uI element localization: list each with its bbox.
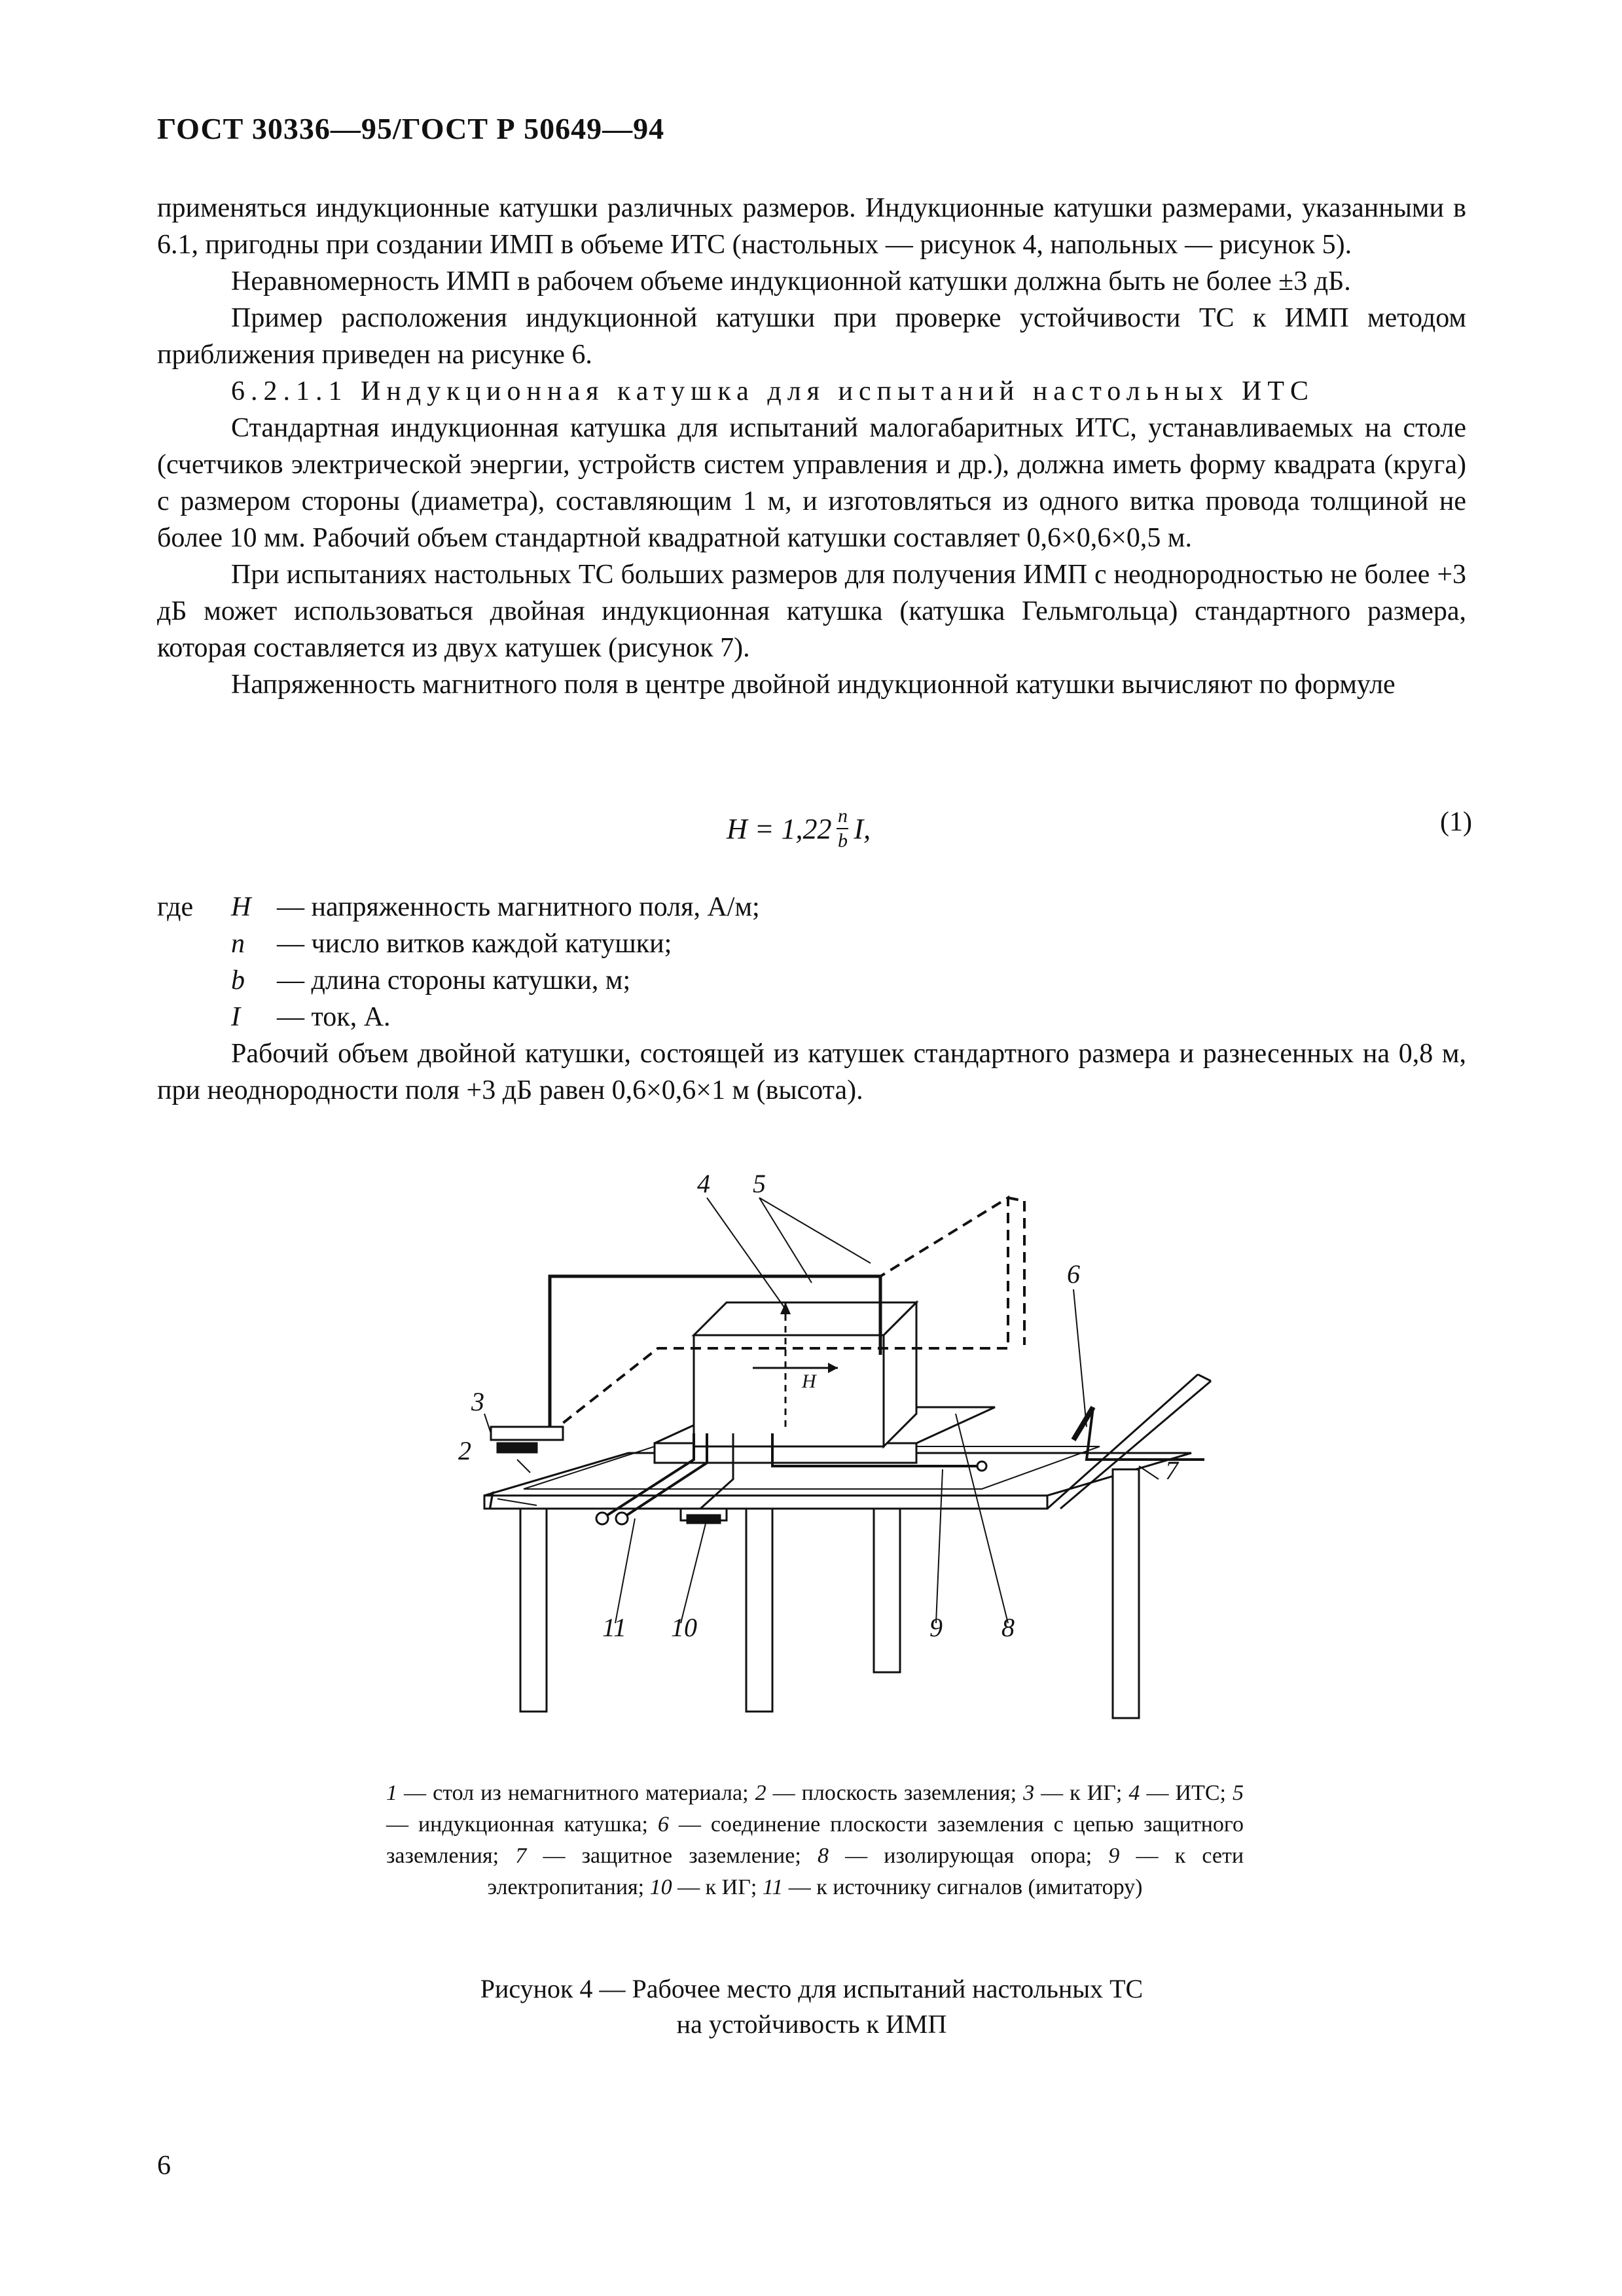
- formula-denominator: b: [837, 830, 848, 852]
- caption-text: — к ИГ;: [677, 1875, 757, 1899]
- caption-text: — плоскость заземления;: [772, 1781, 1017, 1805]
- callout-10: 10: [671, 1613, 697, 1642]
- callout-7: 7: [1165, 1456, 1178, 1485]
- callout-5: 5: [753, 1169, 766, 1198]
- formula: [727, 806, 871, 851]
- caption-num: 6: [657, 1812, 669, 1837]
- callout-3: 3: [471, 1387, 484, 1416]
- callout-9: 9: [929, 1613, 943, 1642]
- table-front-edge: [484, 1496, 1047, 1509]
- table-leg: [520, 1509, 547, 1712]
- paragraph: При испытаниях настольных ТС больших размеров для получения ИМП с неоднородностью не более +3 дБ может использоваться двойная индукционная катушка (катушка Гельмгольца) стандартного размера, которая составляется из двух катушек (рисунок 7).: [157, 560, 1466, 663]
- document-header: ГОСТ 30336—95/ГОСТ Р 50649—94: [157, 112, 665, 145]
- page-number: 6: [157, 2151, 171, 2181]
- paragraph: Стандартная индукционная катушка для испытаний малогабаритных ИТС, устанавливаемых на столе (счетчиков электрической энергии, устройств систем управления и др.), должна иметь форму квадрата (круга) с размером стороны (диаметра), составляющим 1 м, и изготовляться из одного витка провода толщиной не более 10 мм. Рабочий объем стандартной квадратной катушки составляет 0,6×0,6×0,5 м.: [157, 413, 1466, 553]
- legend-description: — число витков каждой катушки;: [277, 929, 672, 959]
- legend-description: — напряженность магнитного поля, А/м;: [277, 892, 760, 922]
- paragraph: Неравномерность ИМП в рабочем объеме индукционной катушки должна быть не более ±3 дБ.: [231, 266, 1351, 296]
- callout-8: 8: [1001, 1613, 1015, 1642]
- caption-text: — изолирующая опора;: [845, 1844, 1092, 1868]
- legend-symbol: b: [231, 965, 245, 996]
- callout-1: 1: [484, 1485, 497, 1515]
- formula-numerator: n: [837, 805, 848, 827]
- paragraph: Напряженность магнитного поля в центре двойной индукционной катушки вычисляют по формуле: [231, 670, 1396, 700]
- table-leg: [874, 1509, 900, 1672]
- callout-11: 11: [602, 1613, 627, 1642]
- legend-description: — длина стороны катушки, м;: [277, 965, 631, 996]
- legend-symbol: n: [231, 929, 245, 959]
- table-leg: [746, 1509, 772, 1712]
- paragraph: Пример расположения индукционной катушки при проверке устойчивости ТС к ИМП методом приближения приведен на рисунке 6.: [157, 303, 1466, 370]
- caption-text: — индукционная катушка;: [386, 1812, 648, 1837]
- caption-text: — к источнику сигналов (имитатору): [788, 1875, 1143, 1899]
- callout-2: 2: [458, 1436, 471, 1465]
- test-setup-drawing: [445, 1152, 1217, 1728]
- formula-rhs: I,: [854, 812, 871, 845]
- figure-title-line: на устойчивость к ИМП: [676, 2009, 947, 2039]
- caption-text: — к ИГ;: [1041, 1781, 1123, 1805]
- figure-caption: [386, 1778, 1244, 1903]
- body-text: [157, 190, 1466, 703]
- paragraph: Рабочий объем двойной катушки, состоящей из катушек стандартного размера и разнесенных на 0,8 м, при неоднородности поля +3 дБ равен 0,6×0,6×1 м (высота).: [157, 1039, 1466, 1105]
- caption-num: 7: [515, 1844, 527, 1868]
- caption-text: — к сети электропитания;: [487, 1844, 1244, 1899]
- caption-num: 3: [1023, 1781, 1035, 1805]
- equation-number: (1): [1440, 807, 1472, 837]
- caption-num: 4: [1128, 1781, 1140, 1805]
- formula-legend: [157, 889, 760, 1035]
- section-heading: 6.2.1.1 Индукционная катушка для испытаний настольных ИТС: [231, 376, 1315, 406]
- caption-num: 8: [817, 1844, 829, 1868]
- caption-text: — стол из немагнитного материала;: [404, 1781, 749, 1805]
- figure-title-line: Рисунок 4 — Рабочее место для испытаний настольных ТС: [480, 1974, 1144, 2003]
- callout-4: 4: [697, 1169, 710, 1198]
- caption-text: — ИТС;: [1146, 1781, 1226, 1805]
- callout-6: 6: [1067, 1259, 1080, 1289]
- legend-symbol: I: [231, 1002, 240, 1032]
- caption-num: 9: [1108, 1844, 1120, 1868]
- caption-num: 11: [762, 1875, 784, 1899]
- where-label: где: [157, 892, 194, 922]
- eut-box: [694, 1335, 884, 1446]
- caption-num: 10: [649, 1875, 672, 1899]
- paragraph: применяться индукционные катушки различных размеров. Индукционные катушки размерами, указанными в 6.1, пригодны при создании ИМП в объеме ИТС (настольных — рисунок 4, напольных — рисунок 5).: [157, 193, 1466, 260]
- table-leg: [1113, 1469, 1139, 1718]
- figure-title: [327, 1971, 1296, 2042]
- caption-num: 1: [386, 1781, 397, 1805]
- caption-num: 2: [755, 1781, 766, 1805]
- formula-lhs: H = 1,22: [727, 812, 832, 845]
- legend-description: — ток, А.: [277, 1002, 391, 1032]
- formula-fraction: [837, 806, 848, 851]
- legend-symbol: H: [231, 892, 251, 922]
- caption-text: — защитное заземление;: [543, 1844, 801, 1868]
- caption-text: — соединение плоскости заземления с цепью защитного заземления;: [386, 1812, 1244, 1868]
- body-text-after: [157, 1035, 1466, 1109]
- coil-terminal: [491, 1427, 563, 1440]
- caption-num: 5: [1233, 1781, 1244, 1805]
- field-label: H: [802, 1371, 816, 1392]
